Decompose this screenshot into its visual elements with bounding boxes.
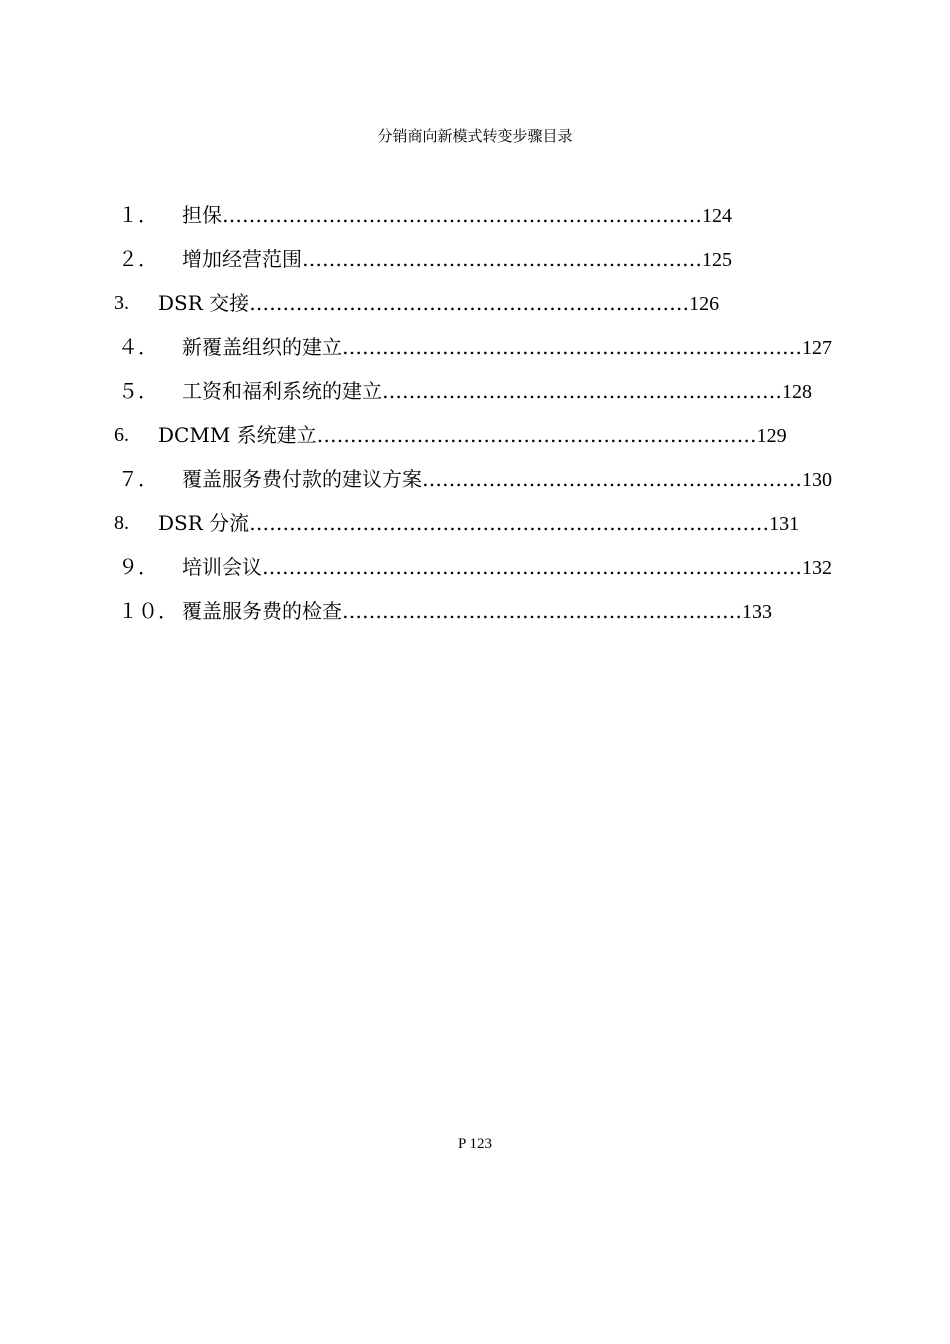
toc-entry-title: 覆盖服务费付款的建议方案 <box>182 467 422 491</box>
toc-entry-number: ２． <box>118 247 158 271</box>
toc-entry-number: 8. <box>114 512 129 534</box>
toc-entry-number: ９． <box>118 555 158 579</box>
toc-leader-dots: ………………………………………………… <box>422 467 802 491</box>
toc-leader-dots: …………………………………………………… <box>342 599 742 623</box>
toc-entry-title: 覆盖服务费的检查 <box>182 599 342 623</box>
page-title: 分销商向新模式转变步骤目录 <box>377 127 573 145</box>
toc-entry-page: 128 <box>782 381 812 403</box>
toc-leader-dots: ……………………………………………………………………… <box>262 555 802 579</box>
toc-leader-dots: ……………………………………………………………… <box>222 203 702 227</box>
toc-entry-title: 担保 <box>182 203 222 227</box>
toc-leader-dots: ………………………………………………………… <box>249 291 690 315</box>
toc-entry-page: 133 <box>742 601 772 623</box>
toc-leader-dots: …………………………………………………… <box>302 247 702 271</box>
toc-entry-page: 126 <box>689 293 720 315</box>
toc-entry-page: 129 <box>756 425 787 447</box>
toc-entry-title: DCMM 系统建立 <box>158 423 317 447</box>
toc-entry-page: 127 <box>802 337 832 359</box>
table-of-contents <box>0 0 950 640</box>
toc-entry-number: 6. <box>114 424 129 446</box>
toc-entry-number: ７． <box>118 467 158 491</box>
toc-entry-title: 培训会议 <box>182 555 262 579</box>
toc-entry-page: 125 <box>702 249 732 271</box>
toc-leader-dots: ………………………………………………………… <box>316 423 757 447</box>
toc-entry-title: 新覆盖组织的建立 <box>182 335 342 359</box>
toc-entry-number: １． <box>118 203 158 227</box>
toc-entry-title: 工资和福利系统的建立 <box>182 379 382 403</box>
page-number-footer: P 123 <box>457 1136 493 1152</box>
toc-entry-page: 124 <box>702 205 732 227</box>
toc-entry-number: １０． <box>118 599 178 623</box>
toc-entry-page: 132 <box>802 557 832 579</box>
toc-entry-number: 3. <box>114 292 129 314</box>
toc-leader-dots: …………………………………………………………………… <box>249 511 770 535</box>
toc-entry-page: 130 <box>802 469 832 491</box>
toc-leader-dots: …………………………………………………………… <box>342 335 802 359</box>
toc-entry-title: 增加经营范围 <box>182 247 302 271</box>
toc-entry-title: DSR 分流 <box>158 511 250 535</box>
toc-entry-title: DSR 交接 <box>158 291 250 315</box>
toc-entry-page: 131 <box>769 513 800 535</box>
toc-entry-number: ５． <box>118 379 158 403</box>
toc-leader-dots: …………………………………………………… <box>382 379 782 403</box>
toc-entry-number: ４． <box>118 335 158 359</box>
